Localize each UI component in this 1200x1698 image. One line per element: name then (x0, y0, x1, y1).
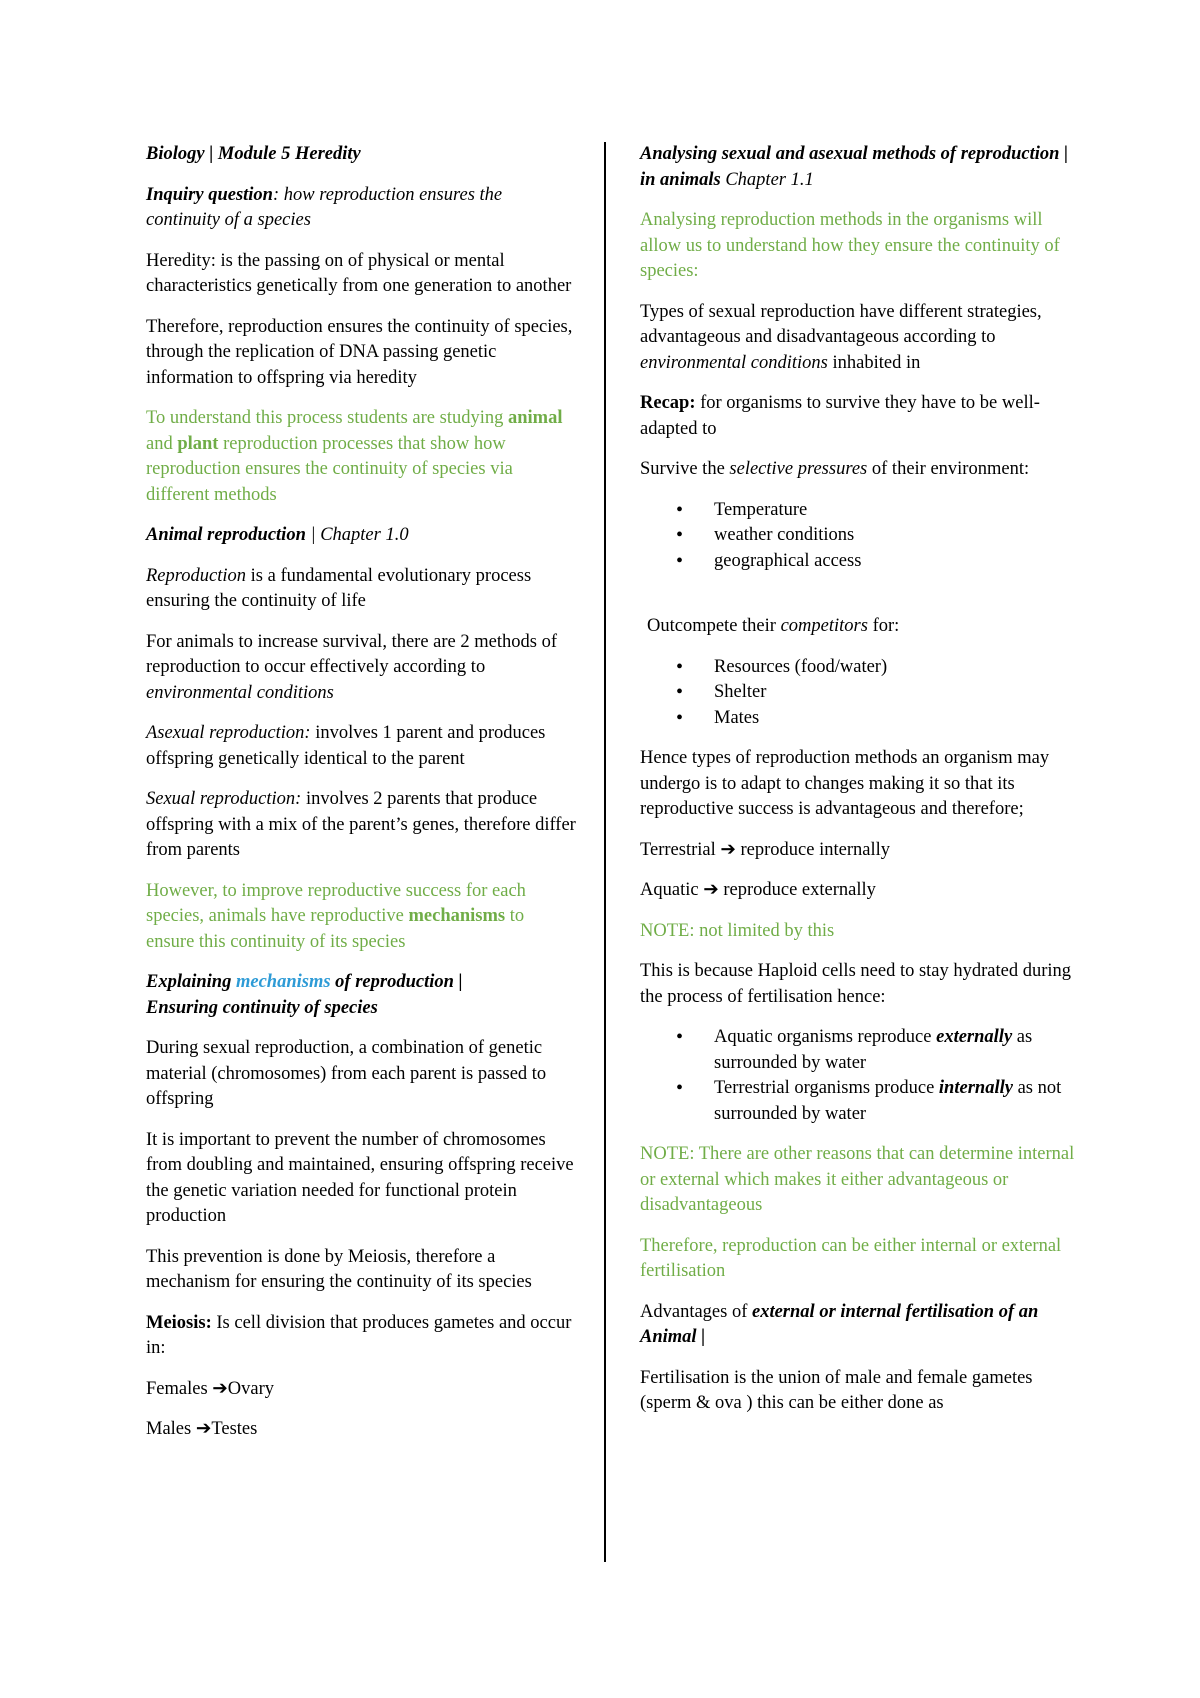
arrow-right-icon: ➔ (195, 1419, 212, 1439)
for-animals-paragraph: For animals to increase survival, there are 2 methods of reproduction to occur effectively according to environmental conditions (146, 631, 557, 703)
sexual-paragraph: Sexual reproduction: involves 2 parents that produce offspring with a mix of the parent’s genes, therefore differ from parents (146, 789, 576, 860)
understand-paragraph: To understand this process students are studying animal and plant reproduction processes that show how reproduction ensures the continuity of species via different methods (146, 408, 563, 505)
because-paragraph: This is because Haploid cells need to stay hydrated during the process of fertilisation hence: (640, 961, 1072, 1007)
analysing-paragraph: Analysing reproduction methods in the organisms will allow us to understand how they ensure the continuity of species: (640, 210, 1060, 281)
list-item: • Resources (food/water) (714, 655, 1080, 681)
list-item: • Terrestrial organisms produce internally as not surrounded by water (714, 1076, 1080, 1127)
reproduction-paragraph: Reproduction is a fundamental evolutionary process ensuring the continuity of life (146, 565, 532, 611)
analysing-heading: Analysing sexual and asexual methods of reproduction | in animals Chapter 1.1 (640, 144, 1069, 190)
inquiry-question: Inquiry question: how reproduction ensures the continuity of a species (146, 184, 503, 230)
list-item: • geographical access (714, 549, 1080, 575)
fertilisation-paragraph: Fertilisation is the union of male and female gametes (sperm & ova ) this can be either done as (640, 1367, 1033, 1413)
arrow-right-icon: ➔ (720, 839, 736, 860)
outcompete-paragraph: Outcompete their competitors for: (647, 616, 900, 636)
explaining-heading: Explaining mechanisms of reproduction | Ensuring continuity of species (146, 972, 463, 1018)
therefore-fertilisation: Therefore, reproduction can be either internal or external fertilisation (640, 1235, 1062, 1281)
therefore-paragraph: Therefore, reproduction ensures the continuity of species, through the replication of DNA passing genetic information to offspring via heredity (146, 316, 573, 388)
resources-list (640, 655, 1080, 732)
arrow-right-icon: ➔ (212, 1378, 228, 1399)
list-item: • weather conditions (714, 523, 1080, 549)
advantages-heading: Advantages of external or internal fertilisation of an Animal | (640, 1301, 1039, 1347)
list-item: • Mates (714, 706, 1080, 732)
prevention-paragraph: This prevention is done by Meiosis, therefore a mechanism for ensuring the continuity of its species (146, 1246, 532, 1292)
aquatic-line: Aquatic ➔ reproduce externally (640, 880, 876, 900)
however-paragraph: However, to improve reproductive success for each species, animals have reproductive mechanisms to ensure this continuity of its species (146, 880, 526, 952)
note-limited: NOTE: not limited by this (640, 920, 835, 941)
left-column (146, 142, 576, 1458)
females-line: Females ➔Ovary (146, 1378, 275, 1399)
important-paragraph: It is important to prevent the number of chromosomes from doubling and maintained, ensuring offspring receive the genetic variation needed for functional protein production (146, 1129, 574, 1226)
meiosis-paragraph: Meiosis: Is cell division that produces gametes and occur in: (146, 1312, 572, 1358)
types-paragraph: Types of sexual reproduction have different strategies, advantageous and disadvantageous according to environmental conditions inhabited in (640, 301, 1042, 373)
hence-paragraph: Hence types of reproduction methods an organism may undergo is to adapt to changes making it so that its reproductive success is advantageous and therefore; (640, 748, 1050, 819)
recap-paragraph: Recap: for organisms to survive they have to be well-adapted to (640, 393, 1040, 439)
right-column (640, 142, 1080, 1432)
column-divider (604, 142, 606, 1562)
arrow-right-icon: ➔ (703, 880, 719, 900)
during-paragraph: During sexual reproduction, a combination of genetic material (chromosomes) from each parent is passed to offspring (146, 1038, 547, 1109)
note-other-reasons: NOTE: There are other reasons that can determine internal or external which makes it either advantageous or disadvantageous (640, 1144, 1075, 1215)
habitat-list (640, 1025, 1080, 1127)
list-item: • Aquatic organisms reproduce externally as surrounded by water (714, 1025, 1080, 1076)
pressures-list (640, 498, 1080, 575)
males-line: Males ➔Testes (146, 1419, 258, 1439)
list-item: • Temperature (714, 498, 1080, 524)
animal-reproduction-heading: Animal reproduction | Chapter 1.0 (146, 525, 409, 545)
list-item: • Shelter (714, 680, 1080, 706)
asexual-paragraph: Asexual reproduction: involves 1 parent and produces offspring genetically identical to the parent (146, 723, 546, 769)
heredity-definition: Heredity: is the passing on of physical or mental characteristics genetically from one generation to another (146, 250, 572, 296)
document-title: Biology | Module 5 Heredity (146, 144, 361, 164)
terrestrial-line: Terrestrial ➔ reproduce internally (640, 839, 890, 860)
survive-paragraph: Survive the selective pressures of their environment: (640, 459, 1030, 479)
